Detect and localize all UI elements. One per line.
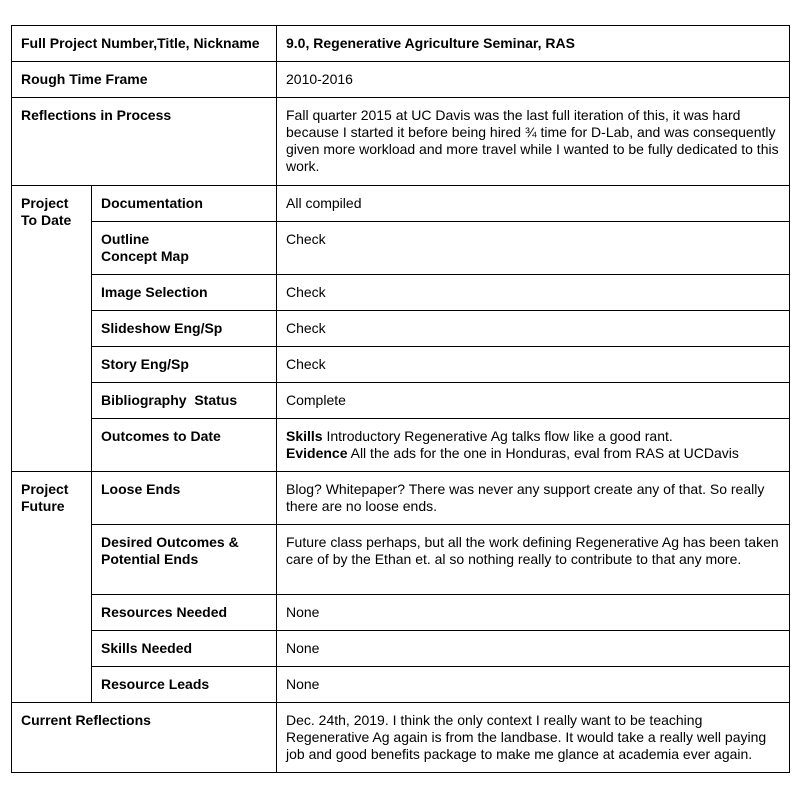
row-project-title bbox=[12, 26, 790, 62]
row-loose-ends bbox=[12, 472, 790, 525]
current-reflections-value: Dec. 24th, 2019. I think the only context I really want to be teaching Regenerative Ag again is from the landbase. It would take a really well paying job and good benefits package to make me glance at academia ever again. bbox=[277, 703, 790, 773]
row-outline bbox=[12, 222, 790, 275]
outcomes-skills-line bbox=[286, 428, 781, 445]
outline-value: Check bbox=[277, 222, 790, 275]
resource-leads-label: Resource Leads bbox=[92, 667, 277, 703]
row-outcomes bbox=[12, 419, 790, 472]
outcomes-skills-text: Introductory Regenerative Ag talks flow like a good rant. bbox=[322, 428, 673, 444]
row-bibliography bbox=[12, 383, 790, 419]
row-reflections-in-process bbox=[12, 98, 790, 186]
resources-needed-label: Resources Needed bbox=[92, 595, 277, 631]
row-slideshow bbox=[12, 311, 790, 347]
desired-outcomes-label bbox=[92, 525, 277, 595]
slideshow-label: Slideshow Eng/Sp bbox=[92, 311, 277, 347]
time-frame-value: 2010-2016 bbox=[277, 62, 790, 98]
outline-label bbox=[92, 222, 277, 275]
bibliography-label: Bibliography Status bbox=[92, 383, 277, 419]
project-reflection-table bbox=[11, 25, 790, 773]
current-reflections-label: Current Reflections bbox=[12, 703, 277, 773]
outcomes-evidence-label: Evidence bbox=[286, 445, 348, 461]
row-resources-needed bbox=[12, 595, 790, 631]
row-current-reflections bbox=[12, 703, 790, 773]
outcomes-evidence-line bbox=[286, 445, 781, 462]
row-documentation bbox=[12, 186, 790, 222]
time-frame-label: Rough Time Frame bbox=[12, 62, 277, 98]
loose-ends-value: Blog? Whitepaper? There was never any support create any of that. So really there are no loose ends. bbox=[277, 472, 790, 525]
resource-leads-value: None bbox=[277, 667, 790, 703]
desired-outcomes-label-line2: Potential Ends bbox=[101, 551, 199, 567]
documentation-value: All compiled bbox=[277, 186, 790, 222]
story-label: Story Eng/Sp bbox=[92, 347, 277, 383]
row-skills-needed bbox=[12, 631, 790, 667]
story-value: Check bbox=[277, 347, 790, 383]
documentation-label: Documentation bbox=[92, 186, 277, 222]
row-time-frame bbox=[12, 62, 790, 98]
skills-needed-label: Skills Needed bbox=[92, 631, 277, 667]
image-selection-value: Check bbox=[277, 275, 790, 311]
outcomes-value bbox=[277, 419, 790, 472]
reflections-in-process-label: Reflections in Process bbox=[12, 98, 277, 186]
slideshow-value: Check bbox=[277, 311, 790, 347]
image-selection-label: Image Selection bbox=[92, 275, 277, 311]
project-title-value: 9.0, Regenerative Agriculture Seminar, RAS bbox=[277, 26, 790, 62]
row-resource-leads bbox=[12, 667, 790, 703]
project-future-label: Project Future bbox=[12, 472, 92, 703]
desired-outcomes-label-line1: Desired Outcomes & bbox=[101, 534, 239, 550]
outcomes-skills-label: Skills bbox=[286, 428, 323, 444]
outcomes-evidence-text: All the ads for the one in Honduras, eval from RAS at UCDavis bbox=[347, 445, 739, 461]
row-desired-outcomes bbox=[12, 525, 790, 595]
project-title-label: Full Project Number,Title, Nickname bbox=[12, 26, 277, 62]
row-image-selection bbox=[12, 275, 790, 311]
skills-needed-value: None bbox=[277, 631, 790, 667]
resources-needed-value: None bbox=[277, 595, 790, 631]
row-story bbox=[12, 347, 790, 383]
outline-label-line2: Concept Map bbox=[101, 248, 189, 264]
project-to-date-label: Project To Date bbox=[12, 186, 92, 472]
loose-ends-label: Loose Ends bbox=[92, 472, 277, 525]
bibliography-value: Complete bbox=[277, 383, 790, 419]
outcomes-label: Outcomes to Date bbox=[92, 419, 277, 472]
outline-label-line1: Outline bbox=[101, 231, 150, 247]
desired-outcomes-value: Future class perhaps, but all the work defining Regenerative Ag has been taken care of by the Ethan et. al so nothing really to contribute to that any more. bbox=[277, 525, 790, 595]
reflections-in-process-value: Fall quarter 2015 at UC Davis was the last full iteration of this, it was hard because I started it before being hired ¾ time for D-Lab, and was consequently given more workload and more travel while I wanted to be fully dedicated to this work. bbox=[277, 98, 790, 186]
